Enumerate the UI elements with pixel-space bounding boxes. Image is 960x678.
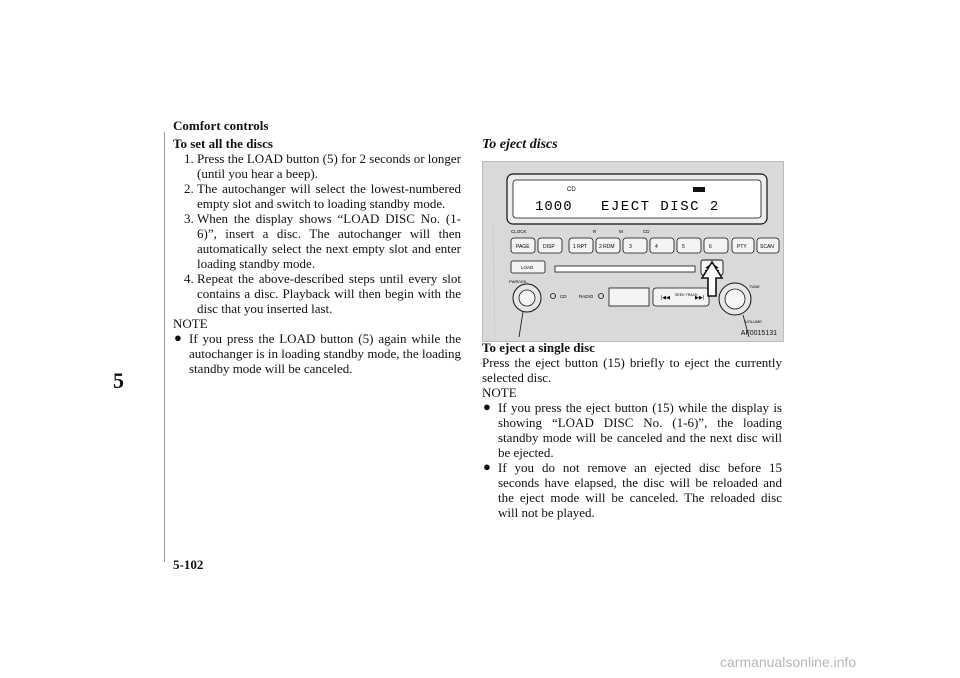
step-text: When the display shows “LOAD DISC No. (1-6)”, insert a disc. The autochanger will then automatically select the next empty slot and enter loading standby mode. (197, 211, 461, 271)
label-clock: CLOCK (511, 229, 527, 234)
label-pwr: PWR/VOL (509, 279, 528, 284)
note-label: NOTE (482, 385, 517, 400)
step-number: 2. (184, 181, 194, 196)
cd-button-label: CD (560, 294, 567, 299)
section-heading-set-discs: To set all the discs (173, 136, 273, 151)
knob-inner-left (519, 290, 535, 306)
display-cd-label: CD (567, 187, 576, 193)
bullet-icon: ● (174, 330, 182, 345)
step-number: 1. (184, 151, 194, 166)
step-text: Repeat the above-described steps until every slot contains a disc. Playback will then begin with the disc that you inserted last. (197, 271, 461, 316)
step-text: Press the LOAD button (5) for 2 seconds or longer (until you hear a beep). (197, 151, 461, 181)
note-label: NOTE (173, 316, 208, 331)
preset-5-label: 5 (682, 244, 685, 250)
step-item (173, 271, 461, 316)
label-tune: TUNE (749, 284, 760, 289)
load-button-label: LOAD (521, 265, 534, 270)
right-column (482, 340, 782, 520)
radio-button-label: RADIO (579, 294, 594, 299)
watermark: carmanualsonline.info (720, 654, 857, 670)
seek-back-icon: |◀◀ (661, 295, 670, 301)
preset-5-button (677, 238, 701, 253)
scan-button-label: SCAN (760, 244, 774, 250)
label-m: M (619, 229, 623, 234)
audio-unit-drawing (483, 162, 783, 341)
preset-2-label: 2 RDM (599, 244, 615, 250)
note-item (482, 460, 782, 520)
note-text: If you press the LOAD button (5) again while the autochanger is in loading standby mode, the loading standby mode will be canceled. (189, 331, 461, 376)
step-item (173, 151, 461, 181)
preset-3-button (623, 238, 647, 253)
leader-line (519, 312, 523, 337)
disc-slot (555, 266, 695, 272)
label-top-cd: CD (643, 229, 650, 234)
page-button-label: PAGE (516, 244, 530, 250)
figure-code: AF0015131 (740, 330, 777, 337)
display-counter: 1000 (535, 199, 573, 215)
step-number: 4. (184, 271, 194, 286)
page-number: 5-102 (173, 557, 204, 572)
note-item (173, 331, 461, 376)
pty-button-label: PTY (737, 244, 747, 250)
display-eject-text: EJECT DISC 2 (601, 199, 720, 215)
seek-forward-icon: ▶▶| (695, 295, 704, 301)
seek-track-label: SEEK TRACK (675, 293, 698, 297)
preset-4-label: 4 (655, 244, 658, 250)
bullet-icon: ● (483, 399, 491, 414)
step-item (173, 211, 461, 271)
bullet-icon: ● (483, 459, 491, 474)
body-text: Press the eject button (15) briefly to eject the currently selected disc. (482, 355, 782, 385)
knob-inner-right (725, 289, 745, 309)
disp-button-label: DISP (543, 244, 555, 250)
step-item (173, 181, 461, 211)
note-text: If you do not remove an ejected disc before 15 seconds have elapsed, the disc will be reloaded and the eject mode will be canceled. The reloaded disc will not be played. (498, 460, 782, 520)
step-number: 3. (184, 211, 194, 226)
blank-panel (609, 288, 649, 306)
preset-6-button (704, 238, 728, 253)
label-r: R (593, 229, 597, 234)
steps-list (173, 151, 461, 316)
preset-1-label: 1 RPT (573, 244, 588, 250)
page-header: Comfort controls (173, 118, 269, 133)
label-volume: VOLUME (745, 319, 762, 324)
chapter-divider (164, 132, 165, 562)
note-item (482, 400, 782, 460)
subheading-eject-single: To eject a single disc (482, 340, 595, 355)
audio-unit-illustration (482, 161, 784, 342)
left-column (173, 136, 461, 376)
step-text: The autochanger will select the lowest-numbered empty slot and switch to loading standby mode. (197, 181, 461, 211)
chapter-number: 5 (113, 368, 124, 393)
preset-4-button (650, 238, 674, 253)
note-text: If you press the eject button (15) while the display is showing “LOAD DISC No. (1-6)”, the loading standby mode will be canceled and the next disc will be ejected. (498, 400, 782, 460)
section-title-eject: To eject discs (482, 137, 558, 152)
preset-3-label: 3 (629, 244, 632, 250)
preset-6-label: 6 (709, 244, 712, 250)
display-indicator (693, 187, 705, 192)
